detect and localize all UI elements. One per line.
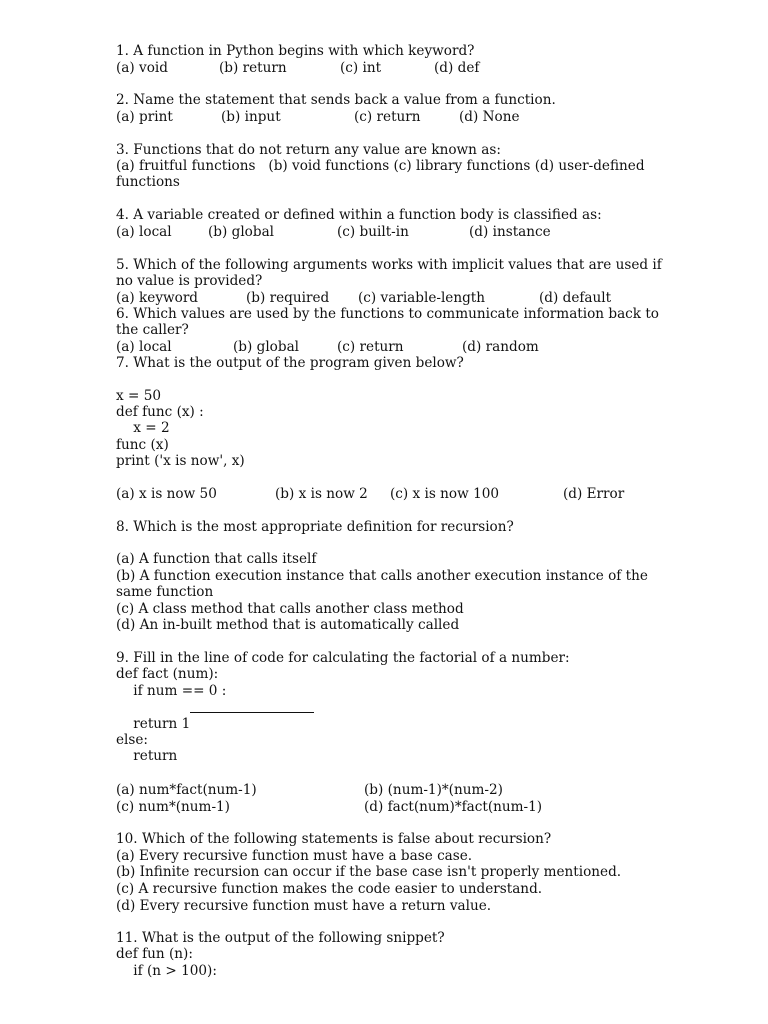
question-11: 11. What is the output of the following snippet? [116,930,445,946]
option: (d) fact(num)*fact(num-1) [364,799,543,815]
option: (a) num*fact(num-1) [116,782,257,798]
code-line: if num == 0 : [116,683,227,699]
option-line: (d) Every recursive function must have a return value. [116,898,492,914]
code-line: return [116,748,178,764]
question-5-cont: no value is provided? [116,273,263,289]
option: (b) (num-1)*(num-2) [364,782,503,798]
option: (b) input [221,109,281,125]
option-line: (d) An in-built method that is automatically called [116,617,460,633]
code-line: x = 50 [116,388,161,404]
question-2: 2. Name the statement that sends back a value from a function. [116,92,556,108]
option: (c) variable-length [358,290,486,306]
option: (b) global [208,224,275,240]
option: (b) return [219,60,287,76]
option: (a) x is now 50 [116,486,217,502]
code-line: def fact (num): [116,666,219,682]
option: (b) global [233,339,300,355]
fill-in-blank [190,712,314,713]
option: (c) return [354,109,421,125]
code-line: x = 2 [116,420,170,436]
question-7: 7. What is the output of the program given below? [116,355,464,371]
option: (c) built-in [337,224,409,240]
option-line: (c) A class method that calls another class method [116,601,464,617]
option: (b) x is now 2 [275,486,368,502]
option: (c) return [337,339,404,355]
question-6-cont: the caller? [116,322,189,338]
question-8: 8. Which is the most appropriate definition for recursion? [116,519,514,535]
option-line: (c) A recursive function makes the code easier to understand. [116,881,543,897]
question-1: 1. A function in Python begins with which keyword? [116,43,475,59]
question-10: 10. Which of the following statements is false about recursion? [116,831,552,847]
question-6: 6. Which values are used by the functions to communicate information back to [116,306,659,322]
option: (a) void [116,60,168,76]
option-line: same function [116,584,214,600]
option: (a) local [116,339,172,355]
option-line: (a) fruitful functions (b) void functions (c) library functions (d) user-defined [116,158,645,174]
code-line: def fun (n): [116,946,193,962]
code-line: else: [116,732,148,748]
option: (d) random [462,339,539,355]
option: (c) num*(num-1) [116,799,230,815]
code-line: print ('x is now', x) [116,453,245,469]
option-line: (a) A function that calls itself [116,551,317,567]
option: (d) default [539,290,612,306]
option: (c) x is now 100 [390,486,500,502]
code-line: return 1 [116,716,191,732]
code-line: def func (x) : [116,404,204,420]
option: (a) local [116,224,172,240]
option-line: (b) Infinite recursion can occur if the base case isn't properly mentioned. [116,864,622,880]
option: (a) print [116,109,173,125]
code-line: if (n > 100): [116,963,217,979]
option: (c) int [340,60,382,76]
option: (d) Error [563,486,625,502]
question-9: 9. Fill in the line of code for calculating the factorial of a number: [116,650,570,666]
option-line: (a) Every recursive function must have a base case. [116,848,473,864]
question-4: 4. A variable created or defined within a function body is classified as: [116,207,602,223]
option-line: (b) A function execution instance that calls another execution instance of the [116,568,648,584]
option: (d) def [434,60,480,76]
question-3: 3. Functions that do not return any value are known as: [116,142,501,158]
question-5: 5. Which of the following arguments works with implicit values that are used if [116,257,662,273]
option: (d) None [459,109,520,125]
option: (a) keyword [116,290,199,306]
code-line: func (x) [116,437,169,453]
option-line: functions [116,174,180,190]
option: (b) required [246,290,330,306]
option: (d) instance [469,224,551,240]
